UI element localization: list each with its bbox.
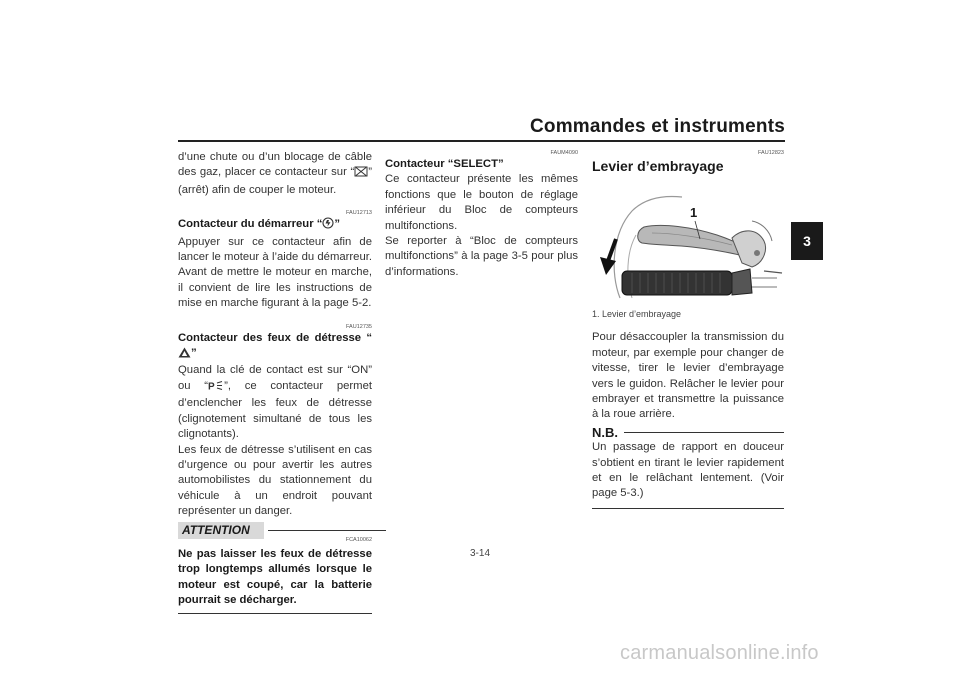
header-rule [178,140,785,142]
watermark: carmanualsonline.info [620,642,819,664]
hazard-switch-body-2: Les feux de détresse s’utilisent en cas d’urgence ou pour avertir les autres automobilistes du stationnement du véhicule à un endroit pouvant représenter un danger. [178,443,372,518]
attention-label: ATTENTION [178,522,264,539]
ref-code-start: FAU12713 [346,210,372,217]
starter-icon [322,217,334,234]
page-number: 3-14 [469,548,490,559]
start-switch-heading: Contacteur du démarreur “ ” [178,217,372,234]
column-2 [385,150,578,280]
hazard-switch-body-1: Quand la clé de contact est sur “ON” ou “ P ”, ce contacteur permet d’enclencher les feux de détresse (clignotement simultané de tous les clignotants). [178,364,372,441]
select-switch-heading: Contacteur “SELECT” [385,158,504,170]
clutch-lever-illustration [592,183,784,301]
figure-callout-1: 1 [690,205,698,220]
chapter-tab: 3 [791,222,823,260]
start-switch-body: Appuyer sur ce contacteur afin de lancer le moteur à l’aide du démarreur. Avant de mettre le moteur en marche, il convient de lire les instructions de mise en marche figurant à la page 5-2. [178,235,372,310]
clutch-lever-figure [592,183,784,301]
ref-code-attention: FCA10062 [345,536,372,543]
intro-paragraph: d’une chute ou d’un blocage de câble des gaz, placer ce contacteur sur “ ” (arrêt) afin de couper le moteur. [178,151,372,196]
clutch-lever-body: Pour désaccoupler la transmission du moteur, par exemple pour changer de vitesse, tirer le levier d’embrayage vers le guidon. Relâcher le levier pour embrayer et transmettre la puissance à la roue arrière. [592,331,784,421]
attention-bottom-rule [178,613,372,614]
nb-bottom-rule [592,508,784,509]
nb-label: N.B. [592,424,618,440]
figure-caption: 1. Levier d’embrayage [592,309,682,319]
select-switch-body-2: Se reporter à “Bloc de compteurs multifonctions” à la page 3-5 pour plus d’informations. [385,235,578,278]
column-3 [592,150,784,509]
ref-code-clutch: FAU12823 [758,150,784,156]
parking-icon [208,380,224,396]
nb-rule [624,432,784,433]
clutch-lever-heading: Levier d’embrayage [592,158,724,174]
ref-code-hazard: FAU12735 [346,323,372,330]
attention-rule [268,530,386,531]
nb-heading [592,425,784,440]
svg-text:P: P [208,381,215,391]
column-1 [178,150,372,614]
nb-text: Un passage de rapport en douceur s’obtient en tirant le levier rapidement et en le relâchant lentement. (Voir page 5-3.) [592,441,784,500]
engine-stop-icon [354,166,368,182]
hazard-triangle-icon [178,347,191,363]
select-switch-body-1: Ce contacteur présente les mêmes fonctions que le bouton de réglage inférieur du Bloc de compteurs multifonctions. [385,173,578,232]
ref-code-select: FAUM4090 [550,150,578,156]
attention-text: Ne pas laisser les feux de détresse trop longtemps allumés lorsque le moteur est coupé, car la batterie pourrait se décharger. [178,547,372,607]
hazard-switch-heading: Contacteur des feux de détresse “” [178,331,372,364]
page-header-title: Commandes et instruments [529,116,785,137]
attention-box [178,522,372,614]
